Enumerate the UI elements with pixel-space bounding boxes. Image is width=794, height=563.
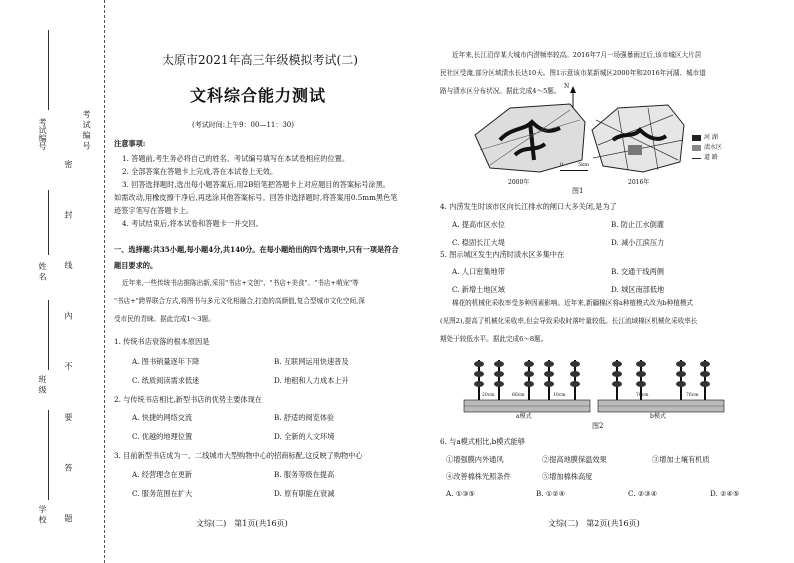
q6-item-4: ④改善棉株光照条件 [446,472,511,481]
page-footer-left: 文综(二) 第1页(共16页) [196,519,288,528]
north-label: N [564,83,570,90]
fig1-year-2016: 2016年 [628,179,650,186]
figure2-mode-b [596,352,726,422]
passage-line: 近年来,长江沿岸某大城市内涝频率较高。2016年7月一场强暴雨过后,该市城区大片居 [452,51,702,59]
option-5a: A. 人口密集地带 [452,267,505,276]
fig2-caption: 图2 [592,422,604,430]
scale-bar [560,170,588,171]
binding-line-3 [48,300,49,370]
option-6c: C. ②③④ [628,489,658,498]
option-2c: C. 优越的地理位置 [132,432,193,441]
q6-item-1: ①增强膜内外通风 [446,455,504,464]
option-6b: B. ①②④ [536,489,566,498]
school-label: 学 校 [38,505,47,524]
q6-item-3: ③增加土壤有机质 [652,455,710,464]
exam-no-label: 考试编号 [38,118,47,150]
note-line: 3. 回答选择题时,选出每小题答案后,用2B铅笔把答题卡上对应题目的答案标号涂黑。 [122,180,390,189]
seat-label: 考 试 编 号 [82,110,91,150]
name-label: 姓 名 [38,262,47,281]
passage-line: 期处于较低水平。据此完成6～8题。 [440,335,548,343]
fig2-label-b: b模式 [650,413,666,420]
binding-line-4 [48,410,49,500]
option-5d: D. 城区南部低地 [611,285,665,294]
binding-dash-line [104,0,105,563]
option-6a: A. ①③⑤ [446,489,476,498]
notes-heading: 注意事项: [114,139,146,148]
passage-line: 民社区受淹,部分区域渍水长达10天。图1示意该市某新城区2000年和2016年河湖、城市道 [440,69,706,77]
option-2d: D. 全新的人文环境 [274,432,335,441]
passage-line: "书店+"跨界联合方式,将图书与多元文化相融合,打造的高颜值,复合型城市文化空间,深 [114,297,365,305]
question-stem: 5. 图示城区发生内涝时渍水区多集中在 [440,250,565,259]
question-stem: 6. 与a模式相比,b模式能够 [440,437,526,446]
option-1b: B. 互联网运用快速普及 [274,357,349,366]
note-line: 4. 考试结束后,将本试卷和答题卡一并交回。 [122,219,263,228]
question-stem: 4. 内涝发生时该市区向长江排水的闸口大多关闭,是为了 [440,202,617,211]
question-stem: 3. 目前新型书店成为一、二线城市大型购物中心的招商标配,这反映了购物中心 [114,451,363,460]
q6-item-5: ⑤增加棉株高度 [542,472,593,481]
legend-road: 道 路 [704,154,718,161]
option-1d: D. 地租和人力成本上升 [274,376,349,385]
option-3b: B. 服务等级在提高 [274,470,335,479]
passage-line: (见图2),提高了机械化采收率,但会导致采收时落叶量较低。长江流域棉区机械化采收率长 [440,317,698,325]
fig2-label-a: a模式 [516,413,532,420]
option-1a: A. 图书销量逐年下降 [132,357,200,366]
q6-item-2: ②提高地膜保温效果 [542,455,607,464]
page-footer-right: 文综(二) 第2页(共16页) [548,519,640,528]
fig1-caption: 图1 [572,187,584,195]
fig2-dim: 76cm [636,393,649,398]
section1-heading: 一、选择题:共35小题,每小题4分,共140分。在每小题给出的四个选项中,只有一项是符合 [114,245,399,254]
legend-river: 河 湖 [704,134,718,141]
option-4d: D. 减小江滨压力 [611,238,665,247]
option-3c: C. 服务范围在扩大 [132,489,193,498]
binding-line-1 [48,30,49,110]
figure2-mode-a [462,352,592,422]
option-3d: D. 原有职能在衰减 [274,489,335,498]
option-4a: A. 提高市区水位 [452,220,505,229]
legend-swatch-road [692,158,701,159]
option-5b: B. 交通干线两侧 [611,267,664,276]
legend-swatch-waterlogged [692,145,701,151]
fig2-dim: 20cm [482,393,495,398]
legend-swatch-river [692,135,701,141]
figure1-map-2000 [470,100,590,180]
option-4b: B. 防止江水倒灌 [611,220,664,229]
section1-heading-2: 题目要求的。 [114,261,158,270]
option-3a: A. 经营理念在更新 [132,470,193,479]
question-stem: 1. 传统书店衰落的根本原因是 [114,337,210,346]
fig2-dim: 76cm [686,393,699,398]
fig1-year-2000: 2000年 [508,179,530,186]
option-2a: A. 快捷的网络交流 [132,413,193,422]
passage-line: 棉花的机械化采收率受多种因素影响。近年来,新疆棉区将a种植模式改为b种植模式 [452,299,694,307]
subject-title: 文科综合能力测试 [190,86,327,105]
note-line: 1. 答题前,考生务必将自己的姓名、考试编号填写在本试卷相应的位置。 [122,154,350,163]
figure1-map-2016 [588,100,688,180]
note-line: 如需改动,用橡皮擦干净后,再选涂其他答案标号。回答非选择题时,将答案用0.5mm黑色笔 [114,193,398,202]
scale-zero: 0 [560,162,564,168]
class-label: 班 级 [38,375,47,394]
scale-unit: 5km [578,162,589,168]
question-stem: 2. 与传统书店相比,新型书店的优势主要体现在 [114,395,262,404]
option-6d: D. ②④⑤ [710,489,740,498]
seal-notice: 密 封 线 内 不 要 答 题 [64,160,73,542]
binding-line-2 [48,190,49,255]
fig2-dim: 66cm [512,393,525,398]
option-5c: C. 新增土地区域 [452,285,505,294]
passage-line: 受市民的青睐。据此完成1～3题。 [114,315,215,323]
option-4c: C. 稳固长江大堤 [452,238,505,247]
option-1c: C. 纸质阅读需求低迷 [132,376,200,385]
note-line: 2. 全部答案在答题卡上完成,答在本试卷上无效。 [122,167,278,176]
option-2b: B. 舒适的阅览体验 [274,413,335,422]
fig2-dim: 10cm [553,393,566,398]
legend-waterlogged: 渍水区 [704,144,723,151]
note-line: 迹签字笔写在答题卡上。 [114,206,194,215]
exam-title: 太原市2021年高三年级模拟考试(二) [162,53,358,67]
passage-line: 近年来,一些传统书店推陈出新,采用"书店+文创"、"书店+美食"、"书店+萌宠"等 [122,279,359,287]
exam-time: (考试时间:上午9：00—11：30) [192,121,294,129]
passage-line: 路与渍水区分布状况。据此完成4～5题。 [440,87,561,95]
